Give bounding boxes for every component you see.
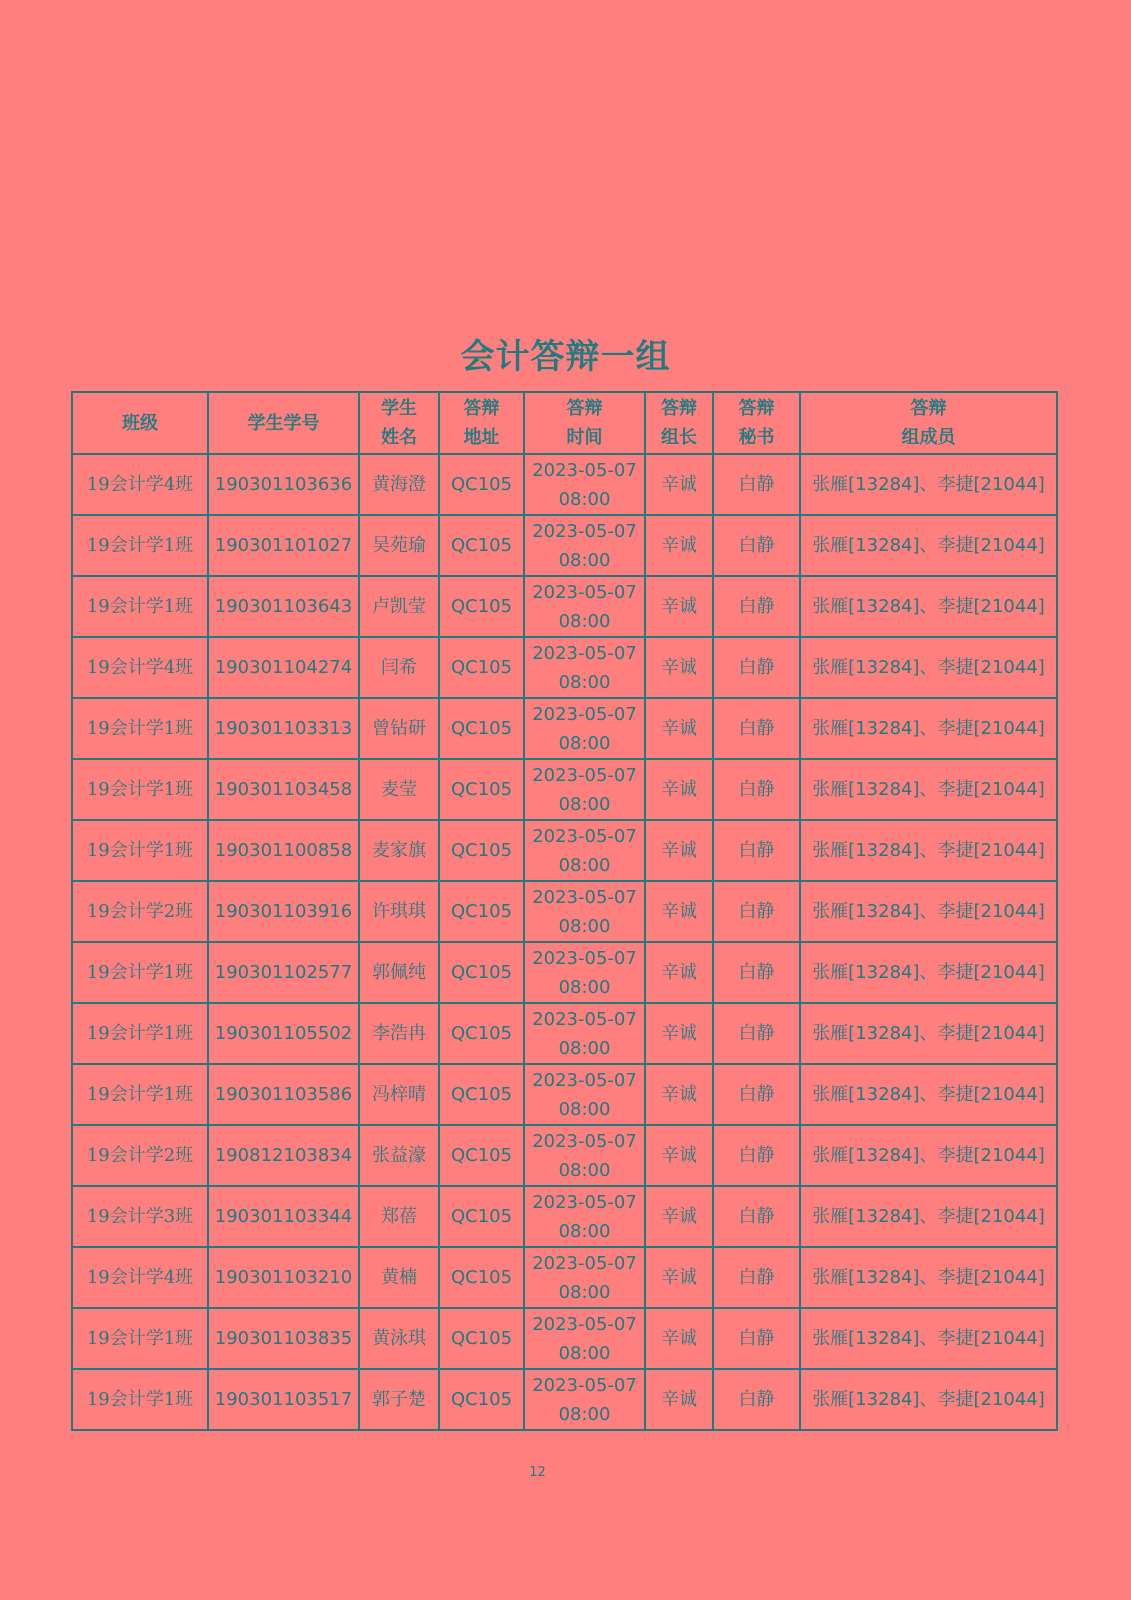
cell-leader: 辛诚 bbox=[645, 698, 713, 759]
cell-date-line: 2023-05-07 bbox=[532, 459, 637, 481]
cell-members: 张雁[13284]、李捷[21044] bbox=[800, 942, 1057, 1003]
cell-secretary: 白静 bbox=[713, 576, 800, 637]
cell-class: 19会计学2班 bbox=[72, 881, 208, 942]
cell-room: QC105 bbox=[439, 454, 524, 515]
cell-student-id: 190301103313 bbox=[208, 698, 359, 759]
cell-time-line: 08:00 bbox=[558, 610, 611, 632]
cell-class: 19会计学2班 bbox=[72, 1125, 208, 1186]
header-line: 班级 bbox=[122, 412, 158, 434]
cell-room: QC105 bbox=[439, 820, 524, 881]
table-row bbox=[72, 1125, 1057, 1186]
cell-time-line: 08:00 bbox=[558, 793, 611, 815]
cell-members: 张雁[13284]、李捷[21044] bbox=[800, 1125, 1057, 1186]
cell-time-line: 08:00 bbox=[558, 1403, 611, 1425]
table-row bbox=[72, 1003, 1057, 1064]
cell-room: QC105 bbox=[439, 576, 524, 637]
cell-room: QC105 bbox=[439, 1186, 524, 1247]
cell-student-name: 闫希 bbox=[359, 637, 439, 698]
cell-members: 张雁[13284]、李捷[21044] bbox=[800, 698, 1057, 759]
header-line: 地址 bbox=[463, 427, 500, 448]
header-student-id bbox=[208, 392, 359, 454]
defense-roster-table bbox=[71, 391, 1058, 1431]
cell-student-name: 张益濠 bbox=[359, 1125, 439, 1186]
cell-time bbox=[524, 515, 645, 576]
header-line: 答辩 bbox=[661, 398, 697, 419]
cell-student-name: 麦莹 bbox=[359, 759, 439, 820]
cell-student-id: 190301103916 bbox=[208, 881, 359, 942]
cell-student-name: 冯梓晴 bbox=[359, 1064, 439, 1125]
cell-student-name: 郭子楚 bbox=[359, 1369, 439, 1430]
cell-time-line: 08:00 bbox=[558, 1281, 611, 1303]
cell-date-line: 2023-05-07 bbox=[532, 825, 637, 847]
cell-secretary: 白静 bbox=[713, 942, 800, 1003]
header-secretary bbox=[713, 392, 800, 454]
cell-class: 19会计学4班 bbox=[72, 1247, 208, 1308]
cell-members: 张雁[13284]、李捷[21044] bbox=[800, 1247, 1057, 1308]
cell-room: QC105 bbox=[439, 1247, 524, 1308]
cell-room: QC105 bbox=[439, 942, 524, 1003]
cell-date-line: 2023-05-07 bbox=[532, 1008, 637, 1030]
header-time bbox=[524, 392, 645, 454]
cell-members: 张雁[13284]、李捷[21044] bbox=[800, 881, 1057, 942]
cell-leader: 辛诚 bbox=[645, 942, 713, 1003]
header-line: 组成员 bbox=[901, 427, 956, 448]
cell-class: 19会计学4班 bbox=[72, 637, 208, 698]
cell-student-id: 190301103517 bbox=[208, 1369, 359, 1430]
cell-class: 19会计学1班 bbox=[72, 576, 208, 637]
cell-time bbox=[524, 1125, 645, 1186]
cell-student-name: 黄泳琪 bbox=[359, 1308, 439, 1369]
cell-members: 张雁[13284]、李捷[21044] bbox=[800, 820, 1057, 881]
cell-leader: 辛诚 bbox=[645, 1125, 713, 1186]
cell-class: 19会计学1班 bbox=[72, 1308, 208, 1369]
cell-members: 张雁[13284]、李捷[21044] bbox=[800, 454, 1057, 515]
header-line: 答辩 bbox=[463, 398, 500, 419]
cell-student-id: 190301103210 bbox=[208, 1247, 359, 1308]
header-class bbox=[72, 392, 208, 454]
cell-student-name: 曾钻研 bbox=[359, 698, 439, 759]
header-line: 秘书 bbox=[738, 427, 775, 448]
cell-date-line: 2023-05-07 bbox=[532, 947, 637, 969]
page-number: 12 bbox=[529, 1465, 546, 1480]
cell-time bbox=[524, 1308, 645, 1369]
cell-class: 19会计学4班 bbox=[72, 454, 208, 515]
cell-room: QC105 bbox=[439, 1003, 524, 1064]
cell-members: 张雁[13284]、李捷[21044] bbox=[800, 515, 1057, 576]
header-line: 学生 bbox=[381, 398, 417, 419]
cell-time-line: 08:00 bbox=[558, 1037, 611, 1059]
cell-time bbox=[524, 1369, 645, 1430]
cell-secretary: 白静 bbox=[713, 1003, 800, 1064]
cell-room: QC105 bbox=[439, 759, 524, 820]
cell-time-line: 08:00 bbox=[558, 671, 611, 693]
cell-time bbox=[524, 1003, 645, 1064]
cell-date-line: 2023-05-07 bbox=[532, 886, 637, 908]
cell-leader: 辛诚 bbox=[645, 1308, 713, 1369]
cell-student-name: 郭佩纯 bbox=[359, 942, 439, 1003]
cell-student-id: 190301103586 bbox=[208, 1064, 359, 1125]
cell-time-line: 08:00 bbox=[558, 1342, 611, 1364]
table-row bbox=[72, 942, 1057, 1003]
cell-student-id: 190301103643 bbox=[208, 576, 359, 637]
header-line: 姓名 bbox=[381, 427, 417, 448]
cell-time bbox=[524, 881, 645, 942]
cell-class: 19会计学1班 bbox=[72, 759, 208, 820]
cell-secretary: 白静 bbox=[713, 515, 800, 576]
cell-date-line: 2023-05-07 bbox=[532, 1191, 637, 1213]
cell-date-line: 2023-05-07 bbox=[532, 1374, 637, 1396]
cell-student-name: 黄海澄 bbox=[359, 454, 439, 515]
cell-members: 张雁[13284]、李捷[21044] bbox=[800, 1003, 1057, 1064]
header-leader bbox=[645, 392, 713, 454]
header-members bbox=[800, 392, 1057, 454]
cell-date-line: 2023-05-07 bbox=[532, 1069, 637, 1091]
cell-time-line: 08:00 bbox=[558, 1220, 611, 1242]
cell-secretary: 白静 bbox=[713, 1369, 800, 1430]
cell-secretary: 白静 bbox=[713, 881, 800, 942]
cell-class: 19会计学1班 bbox=[72, 820, 208, 881]
table-row bbox=[72, 637, 1057, 698]
cell-time-line: 08:00 bbox=[558, 549, 611, 571]
cell-leader: 辛诚 bbox=[645, 1247, 713, 1308]
cell-secretary: 白静 bbox=[713, 698, 800, 759]
cell-student-id: 190812103834 bbox=[208, 1125, 359, 1186]
cell-members: 张雁[13284]、李捷[21044] bbox=[800, 1369, 1057, 1430]
cell-room: QC105 bbox=[439, 1308, 524, 1369]
cell-class: 19会计学1班 bbox=[72, 942, 208, 1003]
cell-secretary: 白静 bbox=[713, 637, 800, 698]
cell-time bbox=[524, 820, 645, 881]
cell-members: 张雁[13284]、李捷[21044] bbox=[800, 1308, 1057, 1369]
cell-student-name: 卢凯莹 bbox=[359, 576, 439, 637]
cell-secretary: 白静 bbox=[713, 454, 800, 515]
cell-student-name: 李浩冉 bbox=[359, 1003, 439, 1064]
cell-secretary: 白静 bbox=[713, 1186, 800, 1247]
table-row bbox=[72, 515, 1057, 576]
cell-time-line: 08:00 bbox=[558, 732, 611, 754]
table-row bbox=[72, 1064, 1057, 1125]
header-line: 答辩 bbox=[566, 398, 603, 419]
cell-room: QC105 bbox=[439, 881, 524, 942]
cell-secretary: 白静 bbox=[713, 1247, 800, 1308]
cell-class: 19会计学1班 bbox=[72, 1003, 208, 1064]
cell-time-line: 08:00 bbox=[558, 915, 611, 937]
cell-class: 19会计学1班 bbox=[72, 698, 208, 759]
cell-student-id: 190301103835 bbox=[208, 1308, 359, 1369]
cell-room: QC105 bbox=[439, 1369, 524, 1430]
cell-date-line: 2023-05-07 bbox=[532, 764, 637, 786]
cell-time bbox=[524, 637, 645, 698]
cell-time bbox=[524, 942, 645, 1003]
header-row bbox=[72, 392, 1057, 454]
cell-class: 19会计学3班 bbox=[72, 1186, 208, 1247]
cell-date-line: 2023-05-07 bbox=[532, 520, 637, 542]
cell-leader: 辛诚 bbox=[645, 881, 713, 942]
cell-members: 张雁[13284]、李捷[21044] bbox=[800, 576, 1057, 637]
table-row bbox=[72, 576, 1057, 637]
cell-student-name: 黄楠 bbox=[359, 1247, 439, 1308]
header-line: 答辩 bbox=[738, 398, 775, 419]
cell-leader: 辛诚 bbox=[645, 576, 713, 637]
cell-leader: 辛诚 bbox=[645, 515, 713, 576]
cell-date-line: 2023-05-07 bbox=[532, 642, 637, 664]
cell-student-name: 麦家旗 bbox=[359, 820, 439, 881]
header-line: 组长 bbox=[661, 427, 697, 448]
table-row bbox=[72, 759, 1057, 820]
cell-room: QC105 bbox=[439, 515, 524, 576]
cell-student-name: 郑蓓 bbox=[359, 1186, 439, 1247]
table-row bbox=[72, 1247, 1057, 1308]
cell-leader: 辛诚 bbox=[645, 1064, 713, 1125]
table-row bbox=[72, 1369, 1057, 1430]
cell-leader: 辛诚 bbox=[645, 759, 713, 820]
cell-student-id: 190301103344 bbox=[208, 1186, 359, 1247]
cell-time bbox=[524, 1186, 645, 1247]
table-row bbox=[72, 881, 1057, 942]
cell-date-line: 2023-05-07 bbox=[532, 581, 637, 603]
cell-time bbox=[524, 454, 645, 515]
cell-student-id: 190301100858 bbox=[208, 820, 359, 881]
cell-time bbox=[524, 698, 645, 759]
cell-secretary: 白静 bbox=[713, 1064, 800, 1125]
cell-student-id: 190301105502 bbox=[208, 1003, 359, 1064]
cell-leader: 辛诚 bbox=[645, 1186, 713, 1247]
cell-time-line: 08:00 bbox=[558, 488, 611, 510]
cell-student-id: 190301103458 bbox=[208, 759, 359, 820]
header-room bbox=[439, 392, 524, 454]
cell-class: 19会计学1班 bbox=[72, 1369, 208, 1430]
cell-student-id: 190301103636 bbox=[208, 454, 359, 515]
table-row bbox=[72, 1308, 1057, 1369]
cell-room: QC105 bbox=[439, 698, 524, 759]
cell-time bbox=[524, 759, 645, 820]
cell-room: QC105 bbox=[439, 637, 524, 698]
cell-leader: 辛诚 bbox=[645, 1003, 713, 1064]
table-body bbox=[72, 454, 1057, 1430]
cell-student-id: 190301102577 bbox=[208, 942, 359, 1003]
cell-time-line: 08:00 bbox=[558, 1159, 611, 1181]
cell-secretary: 白静 bbox=[713, 1125, 800, 1186]
cell-secretary: 白静 bbox=[713, 820, 800, 881]
table-row bbox=[72, 454, 1057, 515]
cell-members: 张雁[13284]、李捷[21044] bbox=[800, 1186, 1057, 1247]
cell-time bbox=[524, 576, 645, 637]
cell-student-name: 许琪琪 bbox=[359, 881, 439, 942]
cell-date-line: 2023-05-07 bbox=[532, 1130, 637, 1152]
cell-leader: 辛诚 bbox=[645, 820, 713, 881]
header-line: 时间 bbox=[566, 427, 603, 448]
cell-date-line: 2023-05-07 bbox=[532, 1252, 637, 1274]
cell-members: 张雁[13284]、李捷[21044] bbox=[800, 1064, 1057, 1125]
cell-leader: 辛诚 bbox=[645, 1369, 713, 1430]
table-row bbox=[72, 820, 1057, 881]
header-line: 学生学号 bbox=[247, 412, 320, 434]
cell-secretary: 白静 bbox=[713, 1308, 800, 1369]
cell-time bbox=[524, 1247, 645, 1308]
page-title: 会计答辩一组 bbox=[460, 337, 671, 377]
cell-student-id: 190301101027 bbox=[208, 515, 359, 576]
header-student-name bbox=[359, 392, 439, 454]
table-row bbox=[72, 698, 1057, 759]
cell-time bbox=[524, 1064, 645, 1125]
cell-student-id: 190301104274 bbox=[208, 637, 359, 698]
cell-members: 张雁[13284]、李捷[21044] bbox=[800, 637, 1057, 698]
cell-date-line: 2023-05-07 bbox=[532, 1313, 637, 1335]
cell-class: 19会计学1班 bbox=[72, 515, 208, 576]
cell-leader: 辛诚 bbox=[645, 637, 713, 698]
header-line: 答辩 bbox=[910, 398, 947, 419]
cell-date-line: 2023-05-07 bbox=[532, 703, 637, 725]
cell-time-line: 08:00 bbox=[558, 976, 611, 998]
cell-class: 19会计学1班 bbox=[72, 1064, 208, 1125]
cell-student-name: 吴苑瑜 bbox=[359, 515, 439, 576]
cell-leader: 辛诚 bbox=[645, 454, 713, 515]
cell-room: QC105 bbox=[439, 1125, 524, 1186]
table-row bbox=[72, 1186, 1057, 1247]
cell-time-line: 08:00 bbox=[558, 854, 611, 876]
cell-members: 张雁[13284]、李捷[21044] bbox=[800, 759, 1057, 820]
cell-secretary: 白静 bbox=[713, 759, 800, 820]
cell-room: QC105 bbox=[439, 1064, 524, 1125]
cell-time-line: 08:00 bbox=[558, 1098, 611, 1120]
